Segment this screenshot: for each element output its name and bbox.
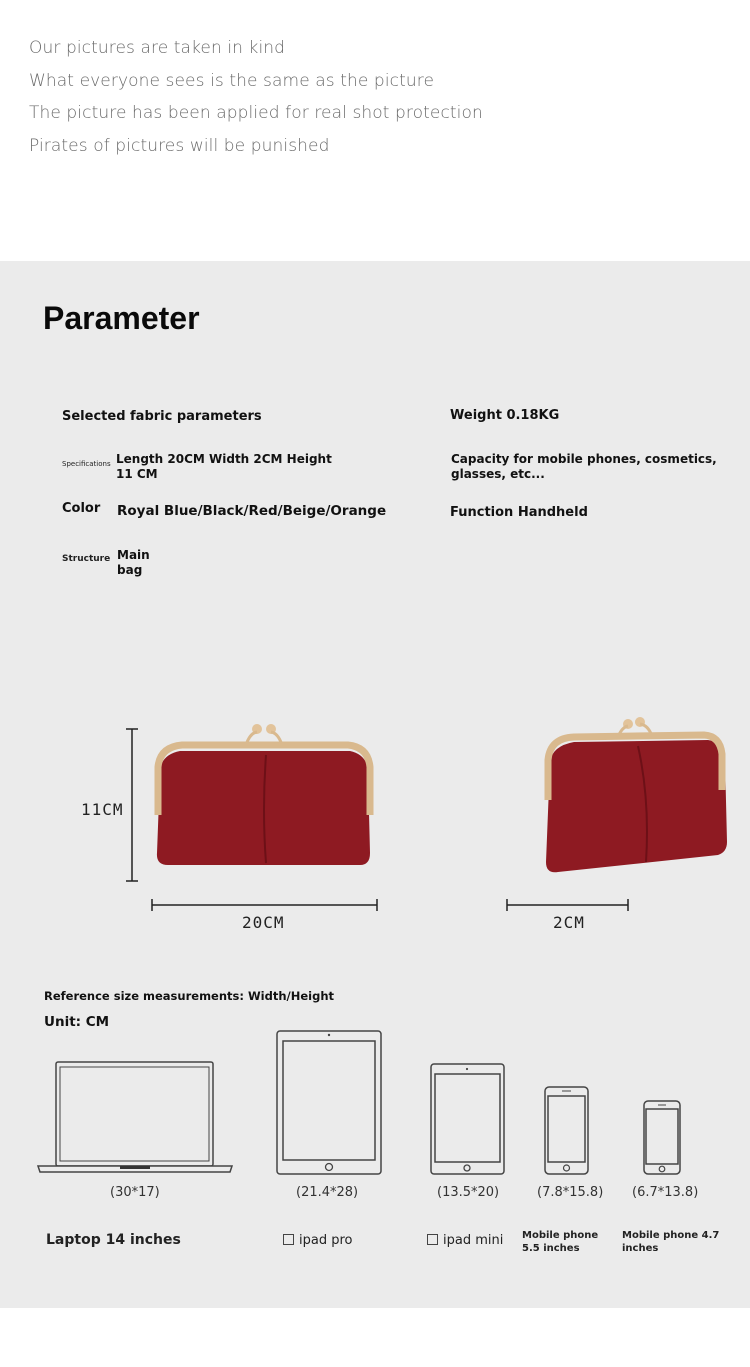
checkbox-icon	[283, 1234, 294, 1245]
phone-icon	[643, 1100, 682, 1176]
bag-front-view	[120, 715, 390, 935]
color-label: Color	[62, 501, 101, 516]
intro-line: Our pictures are taken in kind	[29, 38, 286, 58]
intro-section	[0, 0, 750, 261]
footer-space	[0, 1308, 750, 1367]
width-dimension: 2CM	[553, 913, 585, 932]
device-size: (21.4*28)	[296, 1185, 359, 1200]
fabric-parameters: Selected fabric parameters	[62, 409, 262, 424]
structure-label: Structure	[62, 554, 111, 564]
height-dimension: 11CM	[81, 800, 124, 819]
specifications-value: Length 20CM Width 2CM Height 11 CM	[116, 452, 332, 481]
length-dimension: 20CM	[242, 913, 285, 932]
phone-icon	[544, 1086, 590, 1176]
weight: Weight 0.18KG	[450, 408, 560, 423]
device-name: Mobile phone 4.7 inches	[622, 1230, 720, 1254]
device-name: Mobile phone 5.5 inches	[522, 1230, 599, 1254]
device-size: (30*17)	[110, 1185, 160, 1200]
structure-value: Main bag	[117, 548, 150, 577]
device-name: ipad pro	[283, 1233, 352, 1248]
intro-line: What everyone sees is the same as the picture	[29, 71, 435, 91]
specifications-label: Specifications	[62, 460, 111, 468]
tablet-icon	[276, 1030, 383, 1176]
intro-line: Pirates of pictures will be punished	[29, 136, 330, 156]
capacity: Capacity for mobile phones, cosmetics, glasses, etc...	[451, 452, 717, 481]
checkbox-icon	[427, 1234, 438, 1245]
device-name: ipad mini	[427, 1233, 503, 1248]
bag-body	[546, 740, 727, 872]
intro-line: The picture has been applied for real shot protection	[29, 103, 483, 123]
function: Function Handheld	[450, 505, 588, 520]
color-value: Royal Blue/Black/Red/Beige/Orange	[117, 503, 387, 519]
laptop-icon	[36, 1060, 234, 1176]
device-size: (6.7*13.8)	[632, 1185, 699, 1200]
device-name: Laptop 14 inches	[46, 1232, 181, 1248]
reference-heading: Reference size measurements: Width/Height	[44, 989, 335, 1003]
tablet-icon	[430, 1063, 506, 1176]
bag-side-view	[500, 710, 740, 935]
page-title: Parameter	[43, 300, 200, 336]
device-size: (7.8*15.8)	[537, 1185, 604, 1200]
device-size: (13.5*20)	[437, 1185, 500, 1200]
unit-label: Unit: CM	[44, 1014, 110, 1030]
